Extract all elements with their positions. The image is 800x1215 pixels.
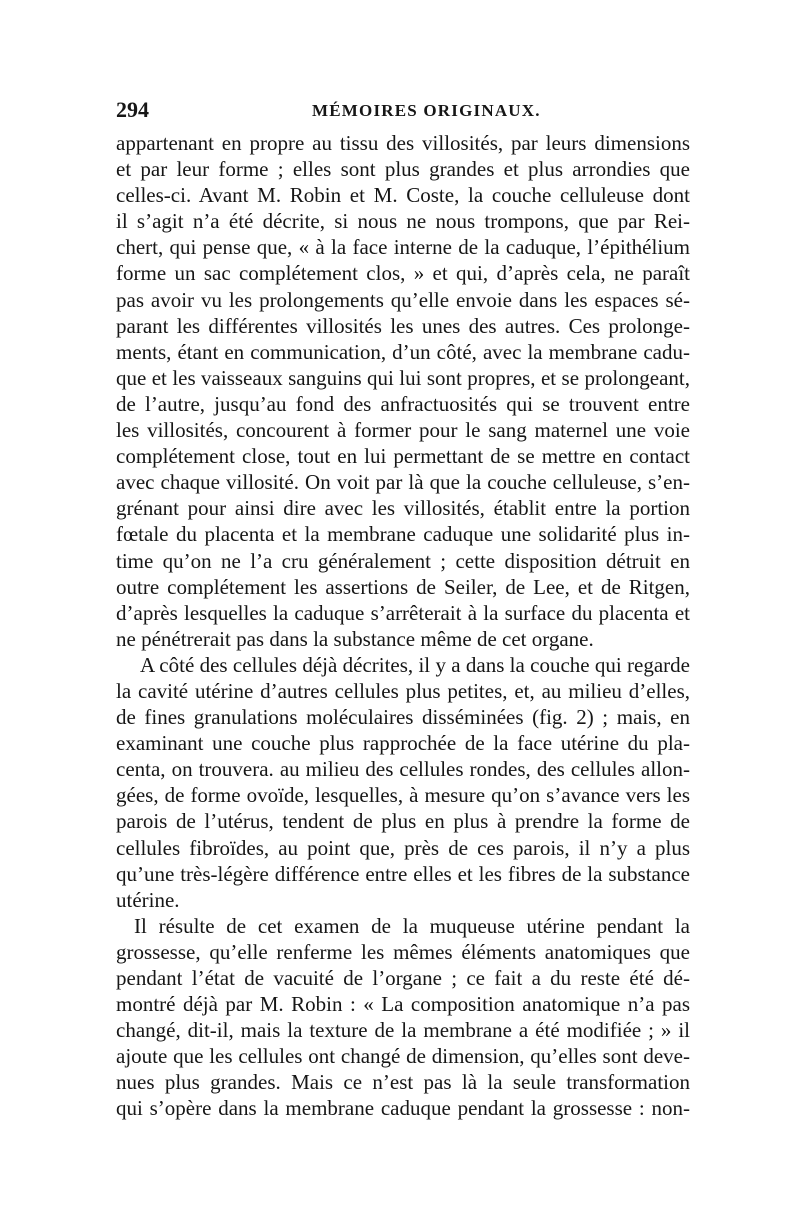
text-line: de l’autre, jusqu’au fond des anfractuosités qui se trouvent entre [116, 391, 690, 416]
text-line: cellules fibroïdes, au point que, près de ces parois, il n’y a plus [116, 835, 690, 860]
text-line: ne pénétrerait pas dans la substance même de cet organe. [116, 626, 594, 651]
text-line: forme un sac complétement clos, » et qui, d’après cela, ne paraît [116, 261, 690, 286]
text-line: pas avoir vu les prolongements qu’elle envoie dans les espaces sé- [116, 287, 690, 312]
page-number: 294 [116, 97, 149, 122]
text-line: grossesse, qu’elle renferme les mêmes éléments anatomiques que [116, 939, 690, 964]
text-line: outre complétement les assertions de Seiler, de Lee, et de Ritgen, [116, 574, 690, 599]
text-line: montré déjà par M. Robin : « La composition anatomique n’a pas [116, 992, 690, 1017]
text-line: qui s’opère dans la membrane caduque pendant la grossesse : non- [116, 1096, 690, 1121]
text-line: parois de l’utérus, tendent de plus en plus à prendre la forme de [116, 809, 690, 834]
text-line: changé, dit-il, mais la texture de la membrane a été modifiée ; » il [116, 1018, 690, 1043]
text-line: pendant l’état de vacuité de l’organe ; ce fait a du reste été dé- [116, 966, 690, 990]
text-line: d’après lesquelles la caduque s’arrêterait à la surface du placenta et [116, 600, 690, 625]
text-line: complétement close, tout en lui permettant de se mettre en contact [116, 444, 690, 469]
text-line: il s’agit n’a été décrite, si nous ne nous trompons, que par Rei- [116, 209, 690, 234]
text-line: centa, on trouvera. au milieu des cellules rondes, des cellules allon- [116, 757, 690, 782]
text-line: chert, qui pense que, « à la face interne de la caduque, l’épithélium [116, 235, 690, 260]
text-line: la cavité utérine d’autres cellules plus petites, et, au milieu d’elles, [116, 678, 690, 703]
text-line: les villosités, concourent à former pour le sang maternel une voie [116, 418, 690, 443]
running-head: MÉMOIRES ORIGINAUX. [312, 101, 541, 120]
text-line: A côté des cellules déjà décrites, il y a dans la couche qui regarde [140, 652, 690, 677]
text-line: time qu’on ne l’a cru généralement ; cette disposition détruit en [116, 548, 690, 573]
body-text [116, 130, 690, 1122]
text-line: ajoute que les cellules ont changé de dimension, qu’elles sont deve- [116, 1044, 690, 1069]
text-line: grénant pour ainsi dire avec les villosités, établit entre la portion [116, 496, 690, 521]
text-line: celles-ci. Avant M. Robin et M. Coste, la couche celluleuse dont [116, 183, 690, 208]
text-line: examinant une couche plus rapprochée de la face utérine du pla- [116, 731, 690, 756]
text-line: de fines granulations moléculaires disséminées (fig. 2) ; mais, en [116, 705, 690, 730]
text-line: et par leur forme ; elles sont plus grandes et plus arrondies que [116, 157, 690, 182]
text-line: que et les vaisseaux sanguins qui lui sont propres, et se prolongeant, [116, 365, 690, 390]
text-line: ments, étant en communication, d’un côté, avec la membrane cadu- [116, 339, 690, 364]
text-line: utérine. [116, 887, 180, 912]
page-header [116, 97, 690, 123]
text-line: parant les différentes villosités les unes des autres. Ces prolonge- [116, 313, 690, 338]
text-line: fœtale du placenta et la membrane caduque une solidarité plus in- [116, 522, 690, 547]
text-line: qu’une très-légère différence entre elles et les fibres de la substance [116, 861, 690, 886]
text-line: nues plus grandes. Mais ce n’est pas là la seule transformation [116, 1070, 690, 1095]
text-line: gées, de forme ovoïde, lesquelles, à mesure qu’on s’avance vers les [116, 783, 690, 808]
text-line: appartenant en propre au tissu des villosités, par leurs dimensions [116, 131, 690, 155]
text-line: Il résulte de cet examen de la muqueuse utérine pendant la [134, 913, 690, 938]
text-line: avec chaque villosité. On voit par là que la couche celluleuse, s’en- [116, 470, 690, 495]
